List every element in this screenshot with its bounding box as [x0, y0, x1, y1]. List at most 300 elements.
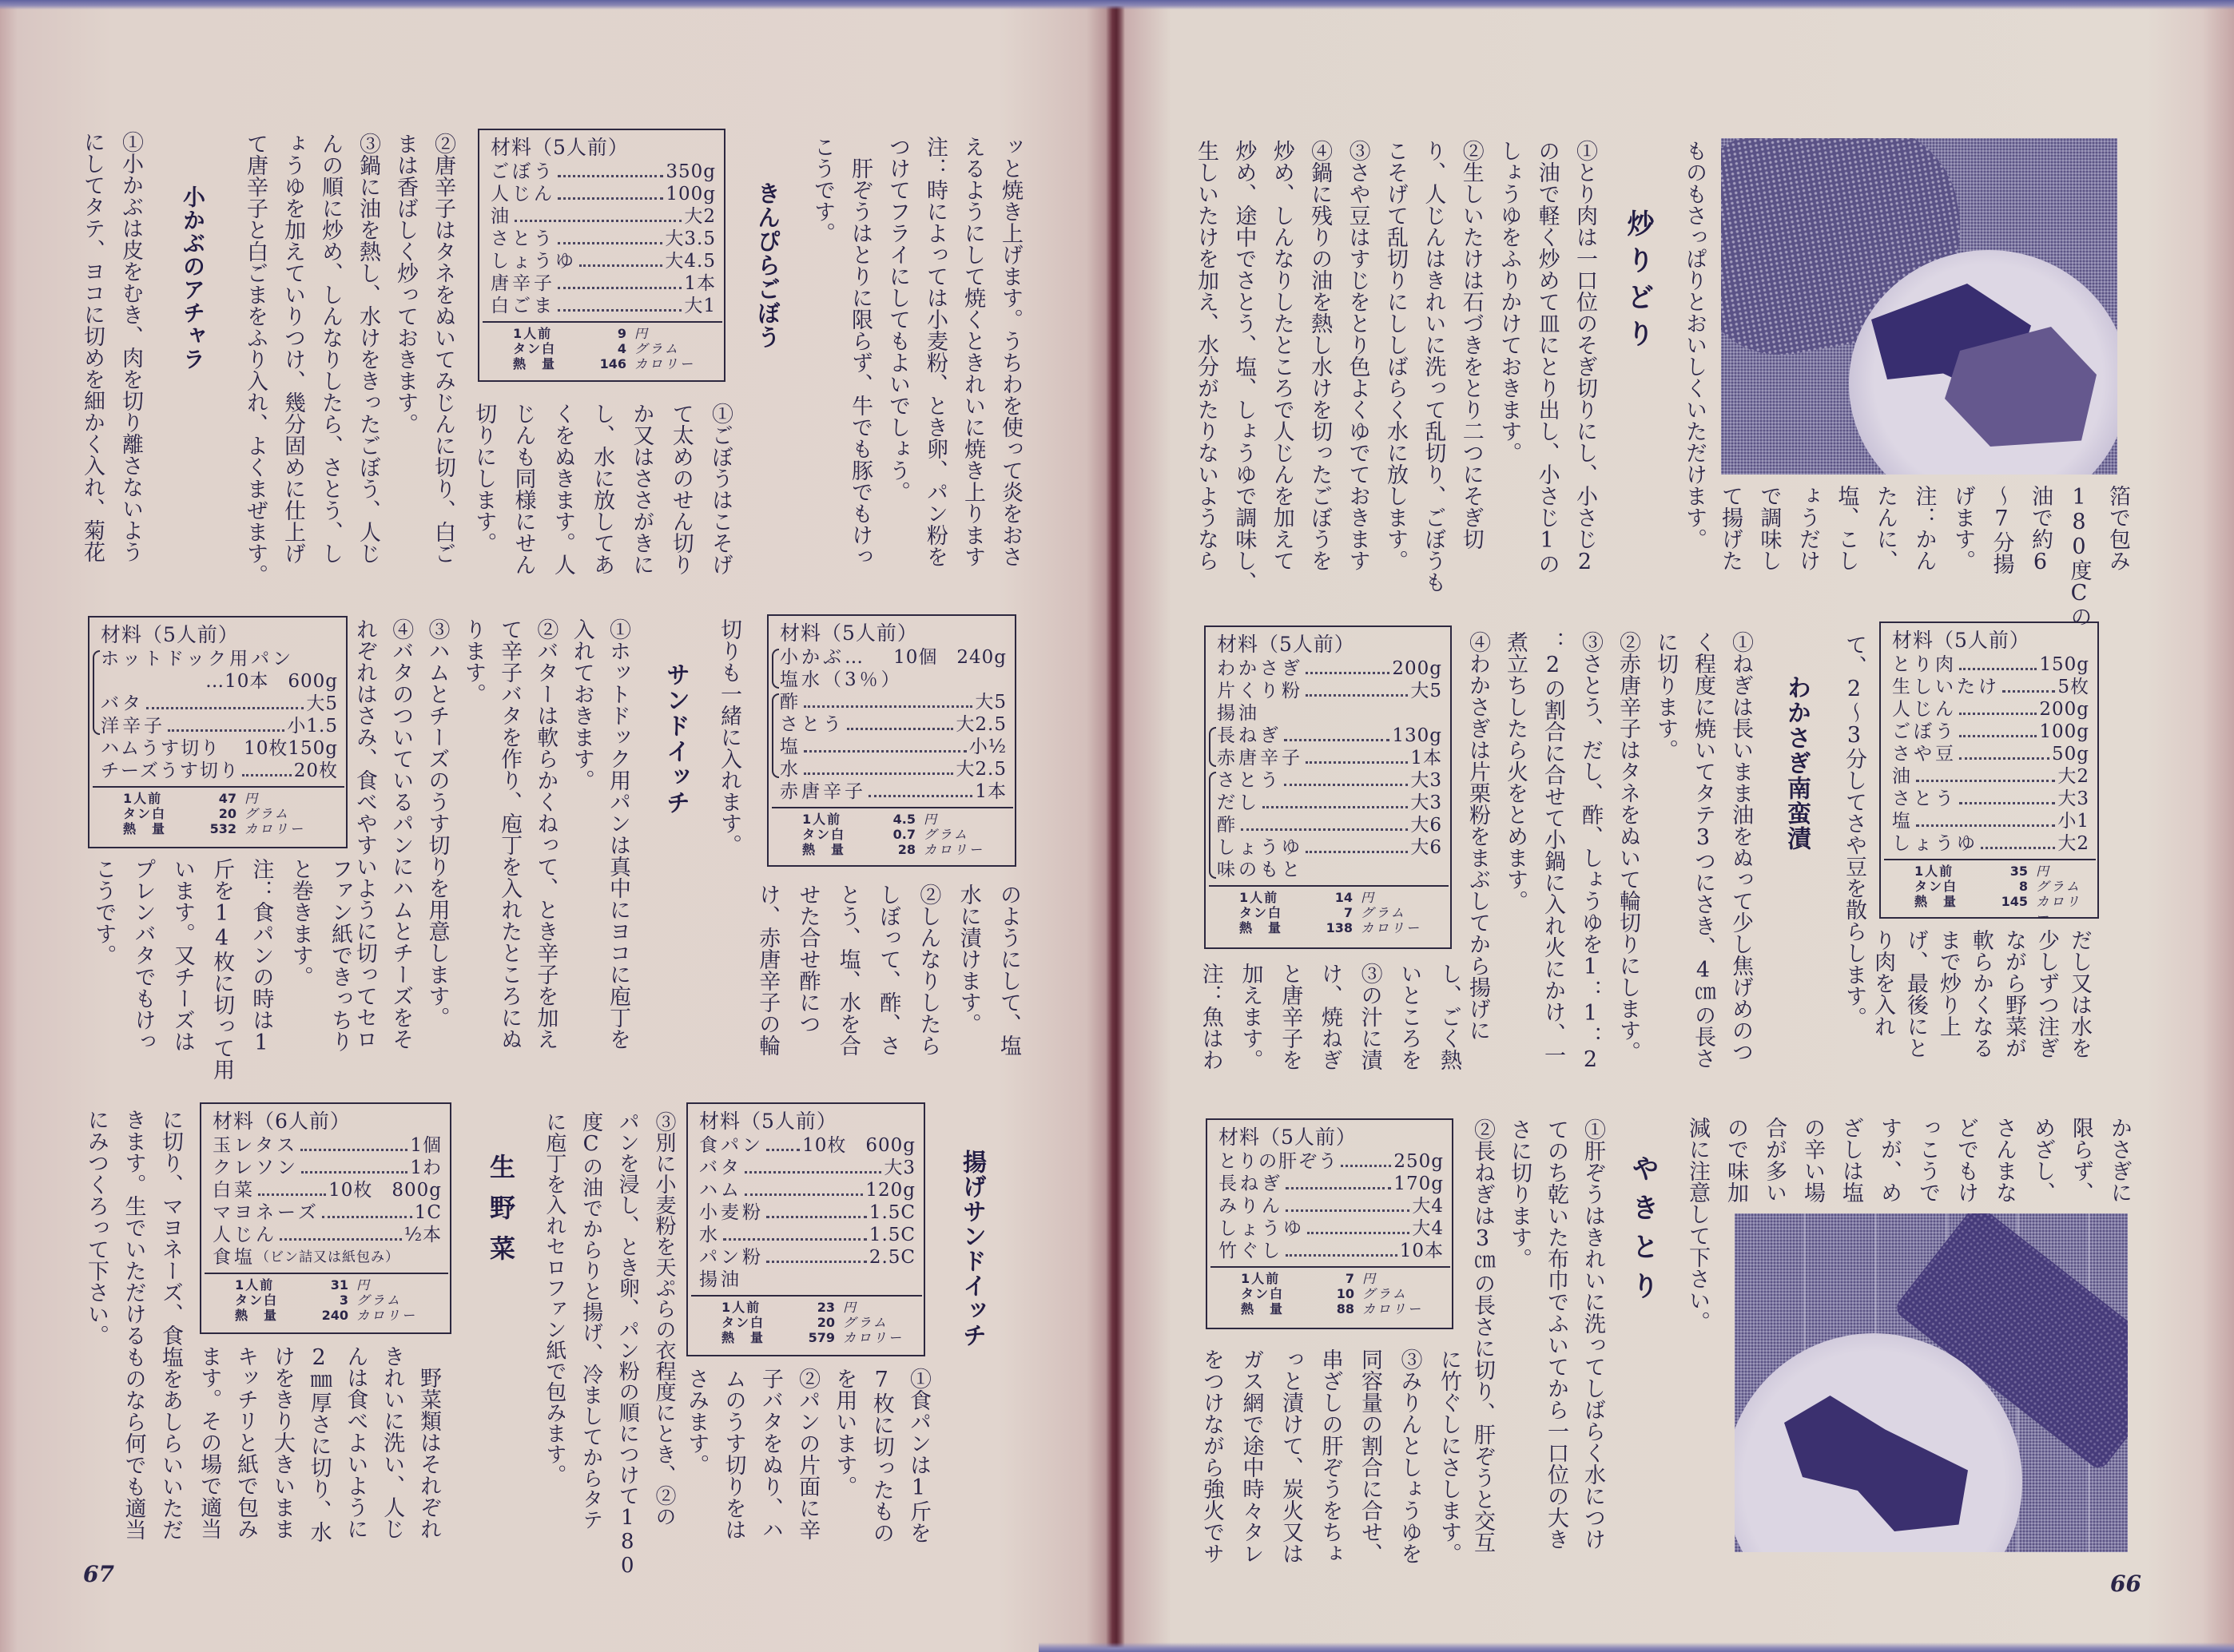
ingredient-row	[213, 1179, 442, 1201]
nutrition-label: 1人前	[1914, 864, 1954, 879]
ingredient-name: ごぼう	[1892, 721, 1957, 742]
ingredient-amount: 小1	[2057, 811, 2089, 832]
dot-leader	[1284, 739, 1389, 741]
text-column: 串ざしの肝ぞうをちょ	[1318, 1348, 1343, 1564]
nutrition-unit: グラム	[1361, 905, 1406, 920]
nutrition-value: 20	[218, 806, 237, 821]
ingredient-name: さとう	[1217, 770, 1282, 791]
ingredient-row	[1217, 747, 1442, 769]
ingredient-name: 生しいたけ	[1892, 677, 2000, 697]
ingredient-amount: 120g	[865, 1180, 916, 1201]
ingredient-name: 食塩	[213, 1247, 256, 1268]
text-column: け、赤唐辛子の輪	[755, 884, 781, 1056]
ingredient-amount: 大3	[884, 1158, 916, 1178]
nutrition-value: 7	[1345, 1271, 1354, 1286]
ingredient-name: 片くり粉	[1217, 681, 1303, 701]
text-column: 注：食パンの時は1	[248, 858, 274, 1055]
nutrition-row-protein	[213, 1293, 442, 1308]
nutrition-value: 532	[209, 821, 237, 836]
nutrition-unit: 円	[1362, 1271, 1378, 1286]
ingredient-group-brace	[93, 648, 338, 737]
nutrition-value: 14	[1334, 890, 1353, 905]
dot-leader	[1959, 802, 2055, 804]
ingredient-amount: 大2	[2057, 833, 2089, 854]
nutrition-row-cost	[213, 1277, 442, 1293]
ingredient-name: クレソン	[213, 1158, 299, 1178]
text-column: 注：かん	[1911, 485, 1937, 571]
dot-leader	[1306, 851, 1408, 853]
nutrition-label: 熱 量	[802, 842, 846, 857]
nutrition-unit: カロリー	[924, 842, 985, 857]
nutrition-label: 1人前	[721, 1300, 761, 1315]
kinpira-gobo-under-table-text	[464, 403, 740, 575]
text-column: 軟らかくなる	[1969, 929, 1994, 1058]
ingredient-row	[1892, 721, 2089, 743]
nutrition-label: タン白	[123, 806, 167, 821]
materials-header: 材料（6人前）	[213, 1110, 351, 1133]
book-gutter	[1106, 0, 1125, 1652]
scanner-edge-bottom	[1039, 1642, 2234, 1652]
text-column: と巻きます。	[288, 858, 313, 987]
nutrition-label: タン白	[1914, 879, 1958, 894]
dot-leader	[258, 1193, 326, 1196]
ingredient-row	[1892, 676, 2089, 698]
ingredient-amount: 100g	[2039, 721, 2089, 742]
nutrition-unit: カロリー	[1361, 920, 1422, 935]
ingredient-name: 白ごま	[491, 296, 555, 316]
text-column: じんも同様にせん	[511, 403, 536, 575]
ingredient-name: 赤唐辛子	[780, 781, 866, 802]
ingredient-name: 揚油	[1217, 703, 1260, 724]
nutrition-row-protein	[491, 341, 716, 356]
text-column: ①食パンは1斤を	[906, 1368, 931, 1543]
ingredient-row	[101, 715, 338, 737]
text-column: 180度Cの	[2066, 485, 2092, 627]
ingredient-amount: 大2	[2057, 766, 2089, 787]
ingredient-amount: 大5	[306, 693, 338, 714]
dot-leader	[766, 1149, 800, 1151]
nutrition-unit: グラム	[1362, 1286, 1408, 1301]
ingredient-name: 食パン	[699, 1135, 764, 1156]
text-column: ②赤唐辛子はタネをぬいて輪切りにします。	[1616, 631, 1640, 1062]
age-sandwich-steps	[535, 1111, 682, 1578]
text-column: て揚げた	[1718, 485, 1743, 571]
ingredient-row	[1217, 859, 1442, 881]
nutrition-unit: 円	[1361, 890, 1377, 905]
text-column: きます。生でいただけるものなら何でも適当	[121, 1109, 146, 1540]
dot-leader	[1307, 1232, 1409, 1234]
text-column: 注：時によっては小麦粉、とき卵、パン粉を	[923, 136, 948, 567]
ingredient-name: 塩	[1892, 811, 1914, 832]
text-column: 減に注意して下さい。	[1685, 1117, 1710, 1332]
ingredient-row	[213, 1134, 442, 1157]
ingredient-row	[491, 183, 716, 205]
ingredient-row	[101, 670, 338, 693]
text-column: ります。	[460, 618, 486, 705]
nutrition-value: 23	[817, 1300, 835, 1315]
text-column: しょうゆをふりかけておきます。	[1497, 140, 1522, 463]
nutrition-row-calories	[1218, 1301, 1444, 1316]
dot-leader	[869, 795, 972, 797]
recipe-title-age-sandwich: 揚げサンドイッチ	[958, 1150, 986, 1348]
nutrition-unit: カロリー	[2036, 894, 2082, 924]
ingredient-row	[780, 713, 1007, 736]
nutrition-unit: グラム	[2036, 879, 2081, 894]
ingredient-group-brace	[1209, 725, 1442, 769]
nutrition-label: 熱 量	[1914, 894, 1958, 909]
text-column: 子バタをぬり、ハ	[757, 1368, 783, 1540]
recipe-title-iri-dori: 炒りどり	[1622, 209, 1654, 356]
ingredient-row	[780, 736, 1007, 758]
nutrition-label: 1人前	[513, 326, 553, 341]
sandwich-steps	[347, 618, 636, 1050]
text-column: 肝ぞうはとりに限らず、牛でも豚でもけっ	[848, 136, 873, 567]
text-column: ファン紙できっちり	[328, 858, 352, 1052]
page-66	[1115, 0, 2234, 1652]
ingredient-name: 白菜	[213, 1180, 256, 1201]
text-column: 塩、こし	[1834, 485, 1859, 571]
dot-leader	[804, 772, 953, 775]
text-column: きれいに洗い、人じ	[380, 1345, 405, 1539]
table-divider	[691, 1295, 922, 1297]
text-column: ②生しいたけは石づきをとり二つにそぎ切	[1458, 140, 1484, 550]
dot-leader	[579, 264, 662, 267]
recipe-title-sandwich: サンドイッチ	[662, 662, 690, 816]
text-column: てのち乾いた布巾でふいてから一口位の大き	[1544, 1118, 1568, 1550]
ingredient-amount: 小1.5	[287, 716, 338, 737]
nutrition-row-cost	[101, 791, 338, 806]
continued-from-previous-tail	[1676, 140, 1713, 550]
text-column: んの順に炒め、しんなりしたら、さとう、し	[318, 133, 343, 564]
nutrition-row-cost	[1892, 864, 2089, 879]
ingredient-name: マヨネーズ	[213, 1202, 320, 1223]
ingredient-row	[780, 691, 1007, 713]
ingredient-row	[1892, 743, 2089, 765]
nutrition-row-calories	[491, 356, 716, 371]
text-column: こうです。	[810, 136, 835, 244]
nutrition-label: タン白	[721, 1315, 765, 1330]
ingredient-row	[780, 669, 1007, 691]
text-column: し、水に放してあ	[590, 403, 615, 575]
text-column: 油で約6	[2028, 485, 2053, 574]
text-column: げます。	[1950, 485, 1975, 571]
ingredient-amount: ½本	[403, 1225, 442, 1245]
nutrition-unit: 円	[356, 1277, 372, 1293]
ingredient-row	[699, 1246, 916, 1269]
text-column: まで炒り上	[1936, 929, 1961, 1037]
ingredient-amount: 5枚	[2057, 677, 2089, 697]
materials-table-wakasagi-nanbanzuke	[1204, 625, 1452, 949]
text-column: 斤を14枚に切って用	[209, 858, 235, 1080]
ingredient-name: ハム	[699, 1180, 742, 1201]
nutrition-label: 1人前	[802, 812, 842, 827]
ingredient-amount: 350g	[666, 161, 716, 182]
dot-leader	[300, 1149, 407, 1151]
ingredient-name: とり肉	[1892, 654, 1957, 675]
ingredient-name: 長ねぎ	[1217, 725, 1282, 746]
text-column: プレンバタでもけっ	[130, 858, 156, 1052]
nutrition-unit: 円	[924, 812, 940, 827]
ingredient-amount: 1個	[410, 1135, 442, 1156]
ingredient-amount: 大2.5	[956, 714, 1007, 735]
ingredient-name: だし	[1217, 792, 1260, 813]
text-column: ながら野菜が	[2001, 929, 2026, 1058]
ingredient-row	[1217, 657, 1442, 680]
kokabu-achara-steps	[73, 131, 149, 562]
text-column: げ、最後にと	[1903, 929, 1928, 1058]
ingredient-amount: 20枚	[293, 760, 338, 781]
yakitori-continued-text	[804, 136, 1029, 567]
table-divider	[1884, 859, 2096, 860]
text-column: の油で軽く炒めて皿にとり出し、小さじ1の	[1534, 140, 1560, 574]
ingredient-amount: 100g	[666, 184, 716, 205]
nutrition-value: 0.7	[892, 827, 916, 842]
text-column: めざし、	[2030, 1117, 2055, 1203]
text-column: ょうだけ	[1795, 485, 1820, 571]
text-column: さに切ります。	[1507, 1118, 1532, 1269]
nutrition-label: 1人前	[1241, 1271, 1281, 1286]
ingredient-name: ハムうす切り	[101, 738, 221, 759]
food-photo-plate-with-skewers	[1735, 1213, 2128, 1552]
nama-yasai-steps	[78, 1109, 189, 1540]
recipe-title-kinpira-gobo: きんぴらごぼう	[754, 181, 781, 349]
text-column: 炒め、しんなりしたところで人じんを加えて	[1269, 140, 1294, 571]
ingredient-row	[1217, 792, 1442, 814]
nutrition-row-calories	[213, 1308, 442, 1323]
ingredient-row	[101, 760, 338, 782]
dot-leader	[1916, 824, 2055, 827]
dot-leader	[1284, 784, 1408, 786]
ingredient-name: わかさぎ	[1217, 658, 1303, 679]
dot-leader	[1959, 668, 2037, 670]
ingredient-name: みりん	[1218, 1196, 1283, 1217]
table-divider	[483, 321, 722, 323]
page-67	[0, 0, 1115, 1652]
text-column: 同容量の割合に合せ、	[1357, 1348, 1382, 1564]
text-column: ①ねぎは長いまま油をぬって少し焦げめのつ	[1728, 631, 1753, 1062]
ingredient-row	[780, 780, 1007, 803]
ingredient-row	[213, 1157, 442, 1179]
recipe-title-yakitori: やきとり	[1627, 1154, 1659, 1311]
nutrition-value: 138	[1326, 920, 1353, 935]
ingredient-name: 水	[780, 759, 801, 780]
dot-leader	[146, 707, 304, 709]
text-column: と唐辛子を	[1278, 963, 1303, 1070]
ingredient-group-brace	[772, 646, 1007, 691]
dot-leader	[766, 1216, 867, 1218]
nutrition-unit: グラム	[843, 1315, 888, 1330]
ingredient-name: 竹ぐし	[1218, 1241, 1283, 1261]
ingredient-row	[491, 272, 716, 295]
text-column: んは食べよいように	[343, 1345, 368, 1539]
yakitori-steps	[1464, 1118, 1611, 1553]
materials-header: 材料（5人前）	[1218, 1126, 1357, 1149]
text-column: しぼって、酢、さ	[876, 884, 901, 1056]
materials-header: 材料（5人前）	[101, 623, 239, 646]
text-column: を用います。	[832, 1368, 857, 1497]
materials-table-kokabu-achara	[767, 614, 1016, 867]
ingredient-name: パン粉	[699, 1247, 764, 1268]
ingredient-name: 赤唐辛子	[1217, 748, 1303, 768]
ingredient-name: バタ	[699, 1158, 742, 1178]
ingredient-amount: 200g	[1392, 658, 1442, 679]
ingredient-row	[101, 693, 338, 715]
text-column: かさぎに	[2107, 1117, 2132, 1203]
text-column: て辛子バタを作り、庖丁を入れたところにぬ	[497, 618, 523, 1050]
ingredient-name: とりの肝ぞう	[1218, 1151, 1338, 1172]
dot-leader	[1286, 1254, 1397, 1257]
nutrition-label: タン白	[1239, 905, 1283, 920]
ingredient-amount: 50g	[2052, 744, 2089, 764]
text-column: ②唐辛子はタネをぬいてみじんに切り、白ご	[431, 133, 455, 564]
dot-leader	[168, 729, 284, 732]
text-column: 野菜類はそれぞれ	[416, 1345, 441, 1539]
dot-leader	[558, 175, 663, 177]
text-column: に竹ぐしにさします。	[1437, 1348, 1461, 1564]
nutrition-value: 88	[1336, 1301, 1354, 1316]
text-column: 炒め、途中でさとう、塩、しょうゆで調味し、	[1231, 140, 1257, 593]
nutrition-value: 9	[617, 326, 626, 341]
ingredient-amount: 170g	[1393, 1173, 1444, 1194]
materials-header: 材料（5人前）	[699, 1110, 837, 1133]
nutrition-value: 7	[1343, 905, 1353, 920]
text-column: 合が多い	[1762, 1117, 1787, 1203]
ingredient-row	[491, 295, 716, 317]
nutrition-row-protein	[1217, 905, 1442, 920]
kokabu-achara-after-table-text	[710, 618, 748, 856]
ingredient-row	[491, 228, 716, 250]
materials-header: 材料（5人前）	[780, 621, 918, 645]
materials-table-sandwich	[88, 616, 348, 848]
dot-leader	[558, 309, 682, 312]
text-column: り肉を入れ	[1870, 929, 1895, 1037]
continued-from-previous-text	[1711, 485, 2137, 627]
nutrition-label: タン白	[1241, 1286, 1285, 1301]
text-column: ②バターは軟らかくねって、とき辛子を加え	[533, 618, 558, 1050]
dot-leader	[1241, 828, 1408, 831]
nutrition-row-calories	[1217, 920, 1442, 935]
ingredient-row	[101, 737, 338, 760]
ingredient-group-brace	[1209, 769, 1442, 881]
text-column: 箔で包み	[2105, 485, 2130, 571]
dot-leader	[322, 1216, 412, 1218]
ingredient-amount: 250g	[1393, 1151, 1444, 1172]
ingredient-amount: 150g	[2039, 654, 2089, 675]
ingredient-name: 唐辛子	[491, 273, 555, 294]
text-column: ガス網で途中時々タレ	[1238, 1348, 1264, 1564]
nutrition-unit: グラム	[244, 806, 290, 821]
ingredient-row	[1217, 702, 1442, 725]
nutrition-value: 47	[218, 791, 237, 806]
ingredient-row	[1218, 1240, 1444, 1262]
ingredient-row	[1892, 788, 2089, 810]
ingredient-row	[1217, 725, 1442, 747]
ingredient-name: 人じん	[213, 1225, 277, 1245]
dot-leader	[1306, 672, 1389, 674]
nutrition-row-protein	[699, 1315, 916, 1330]
ingredient-amount: 大4.5	[665, 251, 716, 272]
ingredient-name: 玉レタス	[213, 1135, 299, 1156]
text-column: に切ります。	[1653, 631, 1678, 760]
materials-header: 材料（5人前）	[1892, 629, 2030, 652]
text-column: ①ホットドック用パンは真中にヨコに庖丁を	[606, 618, 630, 1050]
nutrition-unit: 円	[634, 326, 650, 341]
dot-leader	[515, 220, 682, 222]
dot-leader	[2002, 690, 2055, 693]
ingredient-amount: 大6	[1410, 815, 1442, 836]
dot-leader	[1981, 847, 2055, 849]
text-column: キッチリと紙で包み	[233, 1345, 259, 1539]
nutrition-label: 熱 量	[1241, 1301, 1285, 1316]
ingredient-amount: 大6	[1410, 837, 1442, 858]
nutrition-value: 10	[1336, 1286, 1354, 1301]
ingredient-name: 酢	[1217, 815, 1238, 836]
ingredient-name: さや豆	[1892, 744, 1957, 764]
ingredient-row	[1892, 765, 2089, 788]
ingredient-row	[213, 1246, 442, 1269]
sandwich-under-table-text	[84, 858, 360, 1080]
ingredient-amount: 10個 240g	[893, 647, 1007, 668]
dot-leader	[745, 1171, 881, 1173]
ingredient-name: 小麦粉	[699, 1202, 764, 1223]
text-column: 〜7分揚	[1989, 485, 2014, 574]
ingredient-row	[491, 161, 716, 183]
ingredient-amount: 1.5C	[869, 1225, 916, 1245]
text-column: どでもけ	[1954, 1117, 1978, 1203]
iri-dori-after-table-text	[1835, 633, 1873, 1028]
text-column: く程度に焼いてタテ3つにさき、4㎝の長さ	[1691, 631, 1715, 1069]
text-column: います。又チーズは	[169, 858, 195, 1052]
iri-dori-under-table-text	[1866, 929, 2096, 1058]
nutrition-label: タン白	[802, 827, 846, 842]
ingredient-row	[213, 1224, 442, 1246]
nutrition-unit: カロリー	[1362, 1301, 1424, 1316]
ingredient-row	[699, 1157, 916, 1179]
ingredient-name: しょうゆ	[1218, 1218, 1305, 1239]
text-column: て唐辛子と白ごまをふり入れ、よくまぜます。	[243, 133, 268, 586]
ingredient-amount: 1本	[975, 781, 1007, 802]
dot-leader	[558, 242, 662, 244]
table-divider	[1210, 1266, 1450, 1268]
text-column: て、2〜3分してさや豆を散らします。	[1842, 633, 1866, 1028]
ingredient-group-brace	[772, 691, 1007, 780]
nutrition-value: 31	[330, 1277, 348, 1293]
ingredient-name: 人じん	[1892, 699, 1957, 720]
ingredient-amount: 大2	[684, 206, 716, 227]
nutrition-row-cost	[1217, 890, 1442, 905]
text-column: ④バタのついているパンにハムとチーズをそ	[388, 618, 414, 1050]
ingredient-amount: 大4	[1412, 1218, 1444, 1239]
yakitori-under-table-text	[1192, 1348, 1469, 1564]
nutrition-row-protein	[101, 806, 338, 821]
ingredient-row	[1218, 1195, 1444, 1217]
nutrition-row-protein	[780, 827, 1007, 842]
text-column: すが、め	[1877, 1117, 1902, 1203]
ingredient-row	[1892, 832, 2089, 855]
text-column: ッと焼き上げます。うちわを使って炎をおさ	[998, 136, 1023, 567]
ingredient-amount: 大3	[1410, 792, 1442, 813]
ingredient-row	[699, 1179, 916, 1201]
dot-leader	[242, 774, 292, 776]
nutrition-row-protein	[1218, 1286, 1444, 1301]
text-column: まは香ばしく炒っておきます。	[393, 133, 418, 435]
dot-leader	[1341, 1165, 1391, 1167]
ingredient-row	[1217, 769, 1442, 792]
ingredient-row	[699, 1201, 916, 1224]
kinpira-gobo-steps	[237, 133, 462, 586]
dot-leader	[1286, 1209, 1409, 1212]
nutrition-value: 28	[897, 842, 916, 857]
